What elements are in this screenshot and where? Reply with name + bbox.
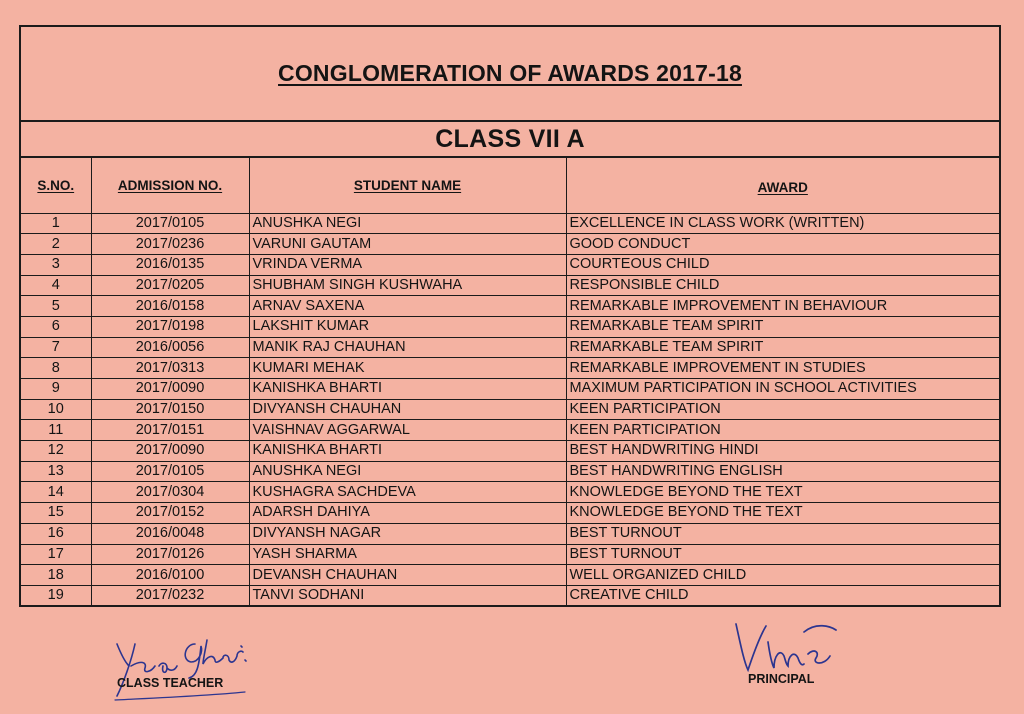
table-row — [21, 316, 999, 337]
table-row — [21, 234, 999, 255]
table-row — [21, 544, 999, 565]
cell-admission-no: 2016/0048 — [91, 523, 249, 544]
cell-sno: 15 — [21, 503, 91, 524]
cell-student-name: YASH SHARMA — [249, 544, 566, 565]
cell-admission-no: 2016/0056 — [91, 337, 249, 358]
cell-award: BEST TURNOUT — [566, 523, 999, 544]
cell-award: REMARKABLE IMPROVEMENT IN STUDIES — [566, 358, 999, 379]
cell-sno: 11 — [21, 420, 91, 441]
table-row — [21, 399, 999, 420]
cell-admission-no: 2016/0135 — [91, 254, 249, 275]
cell-award: KNOWLEDGE BEYOND THE TEXT — [566, 482, 999, 503]
header-award: AWARD — [566, 158, 999, 213]
cell-student-name: ANUSHKA NEGI — [249, 213, 566, 234]
header-admission: ADMISSION NO. — [91, 158, 249, 213]
cell-admission-no: 2016/0158 — [91, 296, 249, 317]
table-row — [21, 523, 999, 544]
title-row — [21, 27, 999, 122]
cell-sno: 6 — [21, 316, 91, 337]
cell-award: MAXIMUM PARTICIPATION IN SCHOOL ACTIVITIES — [566, 379, 999, 400]
table-row — [21, 503, 999, 524]
cell-admission-no: 2017/0313 — [91, 358, 249, 379]
table-row — [21, 275, 999, 296]
cell-student-name: VARUNI GAUTAM — [249, 234, 566, 255]
cell-admission-no: 2017/0205 — [91, 275, 249, 296]
cell-student-name: ANUSHKA NEGI — [249, 461, 566, 482]
cell-admission-no: 2017/0232 — [91, 585, 249, 606]
cell-student-name: SHUBHAM SINGH KUSHWAHA — [249, 275, 566, 296]
cell-admission-no: 2017/0090 — [91, 379, 249, 400]
cell-student-name: KUMARI MEHAK — [249, 358, 566, 379]
cell-student-name: DIVYANSH CHAUHAN — [249, 399, 566, 420]
signature-area — [0, 607, 1024, 714]
document-title: CONGLOMERATION OF AWARDS 2017-18 — [278, 60, 742, 86]
class-teacher-label: CLASS TEACHER — [117, 676, 224, 690]
cell-award: GOOD CONDUCT — [566, 234, 999, 255]
table-body — [21, 213, 999, 606]
cell-award: COURTEOUS CHILD — [566, 254, 999, 275]
header-sno: S.NO. — [21, 158, 91, 213]
cell-award: KEEN PARTICIPATION — [566, 399, 999, 420]
cell-student-name: ARNAV SAXENA — [249, 296, 566, 317]
cell-award: REMARKABLE TEAM SPIRIT — [566, 316, 999, 337]
cell-admission-no: 2017/0150 — [91, 399, 249, 420]
cell-student-name: DIVYANSH NAGAR — [249, 523, 566, 544]
table-row — [21, 213, 999, 234]
cell-student-name: VAISHNAV AGGARWAL — [249, 420, 566, 441]
cell-sno: 13 — [21, 461, 91, 482]
cell-sno: 8 — [21, 358, 91, 379]
cell-sno: 10 — [21, 399, 91, 420]
cell-award: KNOWLEDGE BEYOND THE TEXT — [566, 503, 999, 524]
cell-sno: 18 — [21, 565, 91, 586]
table-row — [21, 482, 999, 503]
cell-award: KEEN PARTICIPATION — [566, 420, 999, 441]
cell-admission-no: 2016/0100 — [91, 565, 249, 586]
cell-student-name: DEVANSH CHAUHAN — [249, 565, 566, 586]
cell-sno: 9 — [21, 379, 91, 400]
table-row — [21, 254, 999, 275]
class-title: CLASS VII A — [435, 124, 585, 153]
cell-sno: 14 — [21, 482, 91, 503]
cell-sno: 5 — [21, 296, 91, 317]
cell-award: WELL ORGANIZED CHILD — [566, 565, 999, 586]
table-row — [21, 565, 999, 586]
cell-student-name: TANVI SODHANI — [249, 585, 566, 606]
cell-admission-no: 2017/0304 — [91, 482, 249, 503]
cell-award: BEST TURNOUT — [566, 544, 999, 565]
cell-admission-no: 2017/0152 — [91, 503, 249, 524]
table-row — [21, 379, 999, 400]
cell-sno: 4 — [21, 275, 91, 296]
cell-sno: 1 — [21, 213, 91, 234]
cell-student-name: KANISHKA BHARTI — [249, 379, 566, 400]
table-row — [21, 358, 999, 379]
header-student-name: STUDENT NAME — [249, 158, 566, 213]
cell-student-name: LAKSHIT KUMAR — [249, 316, 566, 337]
cell-student-name: MANIK RAJ CHAUHAN — [249, 337, 566, 358]
cell-sno: 12 — [21, 441, 91, 462]
cell-award: REMARKABLE IMPROVEMENT IN BEHAVIOUR — [566, 296, 999, 317]
awards-table — [21, 158, 999, 606]
cell-student-name: KANISHKA BHARTI — [249, 441, 566, 462]
cell-award: BEST HANDWRITING ENGLISH — [566, 461, 999, 482]
cell-admission-no: 2017/0105 — [91, 213, 249, 234]
cell-sno: 16 — [21, 523, 91, 544]
table-row — [21, 337, 999, 358]
cell-sno: 19 — [21, 585, 91, 606]
awards-sheet — [19, 25, 1001, 607]
class-teacher-signature — [105, 622, 255, 702]
cell-award: REMARKABLE TEAM SPIRIT — [566, 337, 999, 358]
cell-admission-no: 2017/0236 — [91, 234, 249, 255]
table-row — [21, 441, 999, 462]
cell-award: RESPONSIBLE CHILD — [566, 275, 999, 296]
cell-award: EXCELLENCE IN CLASS WORK (WRITTEN) — [566, 213, 999, 234]
cell-admission-no: 2017/0105 — [91, 461, 249, 482]
cell-student-name: KUSHAGRA SACHDEVA — [249, 482, 566, 503]
cell-admission-no: 2017/0126 — [91, 544, 249, 565]
cell-award: BEST HANDWRITING HINDI — [566, 441, 999, 462]
cell-sno: 2 — [21, 234, 91, 255]
table-row — [21, 420, 999, 441]
cell-student-name: VRINDA VERMA — [249, 254, 566, 275]
cell-admission-no: 2017/0090 — [91, 441, 249, 462]
table-header-row — [21, 158, 999, 213]
table-row — [21, 296, 999, 317]
cell-award: CREATIVE CHILD — [569, 587, 689, 604]
cell-admission-no: 2017/0198 — [91, 316, 249, 337]
table-row — [21, 585, 999, 606]
class-row — [21, 122, 999, 158]
table-row — [21, 461, 999, 482]
cell-sno: 17 — [21, 544, 91, 565]
cell-sno: 3 — [21, 254, 91, 275]
principal-label: PRINCIPAL — [748, 672, 815, 686]
cell-admission-no: 2017/0151 — [91, 420, 249, 441]
cell-student-name: ADARSH DAHIYA — [249, 503, 566, 524]
cell-sno: 7 — [21, 337, 91, 358]
